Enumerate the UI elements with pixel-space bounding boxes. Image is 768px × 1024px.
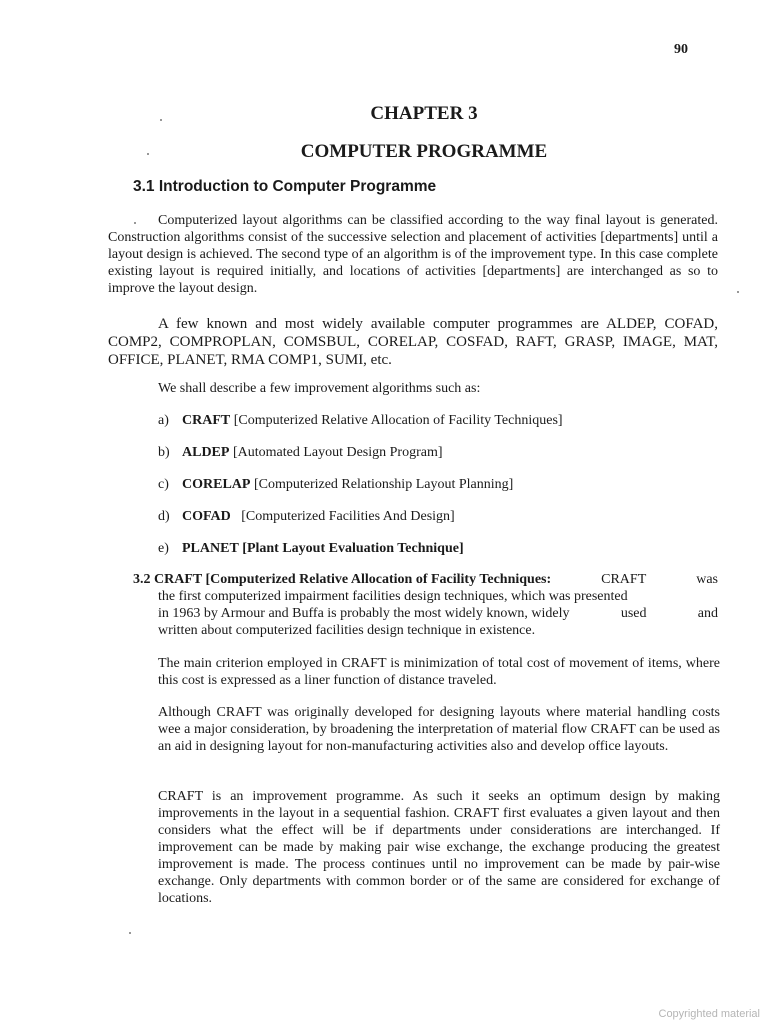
list-item xyxy=(158,413,563,429)
list-item xyxy=(158,509,455,525)
craft-intro-line-3b: used xyxy=(620,606,647,621)
list-item-letter: a) xyxy=(158,413,169,428)
list-item xyxy=(158,541,464,557)
craft-paragraph-2: Although CRAFT was originally developed for designing layouts where material handling costs wee a major consideration, by broadening the interpretation of material flow CRAFT can be used as an aid in designing layout for non-manufacturing activities also and develop office layouts. xyxy=(158,705,720,754)
scan-speck xyxy=(129,932,131,934)
intro-paragraph-3: We shall describe a few improvement algorithms such as: xyxy=(158,381,481,396)
craft-paragraph-1: The main criterion employed in CRAFT is minimization of total cost of movement of items, where this cost is expressed as a liner function of distance traveled. xyxy=(158,656,720,688)
chapter-label: CHAPTER 3 xyxy=(370,103,478,124)
list-item-name: PLANET xyxy=(182,541,239,556)
list-item-name: CORELAP xyxy=(182,477,251,492)
craft-intro-line-3a: in 1963 by Armour and Buffa is probably the most widely known, widely xyxy=(158,606,570,621)
scan-speck xyxy=(134,222,136,224)
scan-speck xyxy=(147,153,149,155)
list-item-name: CRAFT xyxy=(182,413,231,428)
section-heading-craft xyxy=(133,572,718,588)
page-number: 90 xyxy=(674,42,688,57)
list-item-name: ALDEP xyxy=(182,445,230,460)
list-item xyxy=(158,445,443,461)
chapter-title: COMPUTER PROGRAMME xyxy=(300,141,548,162)
list-item-desc: [Automated Layout Design Program] xyxy=(232,445,443,460)
intro-paragraph-1: Computerized layout algorithms can be classified according to the way final layout is generated. Construction algorithms consist of the successive selection and placement of activities [departments] until a layout design is achieved. The second type of an algorithm is of the improvement type. In this case complete existing layout is required initially, and locations of activities [departments] are interchanged as so to improve the layout design. xyxy=(108,213,718,296)
list-item-letter: c) xyxy=(158,477,169,492)
copyright-watermark: Copyrighted material xyxy=(658,1008,760,1020)
list-item-desc: [Computerized Relative Allocation of Facility Techniques] xyxy=(233,413,563,428)
list-item-letter: b) xyxy=(158,445,170,460)
list-item-name: COFAD xyxy=(182,509,231,524)
scan-speck xyxy=(160,119,162,121)
list-item-desc: [Computerized Relationship Layout Planning] xyxy=(253,477,514,492)
section-heading-craft-was: was xyxy=(696,572,718,587)
craft-paragraph-3: CRAFT is an improvement programme. As such it seeks an optimum design by making improvements in the layout in a sequential fashion. CRAFT first evaluates a given layout and then considers what the effect will be if departments under considerations are interchanged. If improvement can be made by making pair wise exchange, the exchange producing the greatest improvement is made. The process continues until no improvement can be made by pair-wise exchange. Only departments with common border or of the same are considered for exchange of locations. xyxy=(158,789,720,906)
section-heading-craft-word: CRAFT xyxy=(601,572,647,587)
list-item xyxy=(158,477,513,493)
intro-paragraph-2: A few known and most widely available computer programmes are ALDEP, COFAD, COMP2, COMPROPLAN, COMSBUL, CORELAP, COSFAD, RAFT, GRASP, IMAGE, MAT, OFFICE, PLANET, RMA COMP1, SUMI, etc. xyxy=(108,316,718,368)
list-item-desc: [Computerized Facilities And Design] xyxy=(241,509,455,524)
list-item-letter: e) xyxy=(158,541,169,556)
craft-intro-line-2: the first computerized impairment facilities design techniques, which was presented xyxy=(158,589,628,604)
scan-speck xyxy=(737,291,739,293)
list-item-letter: d) xyxy=(158,509,170,524)
list-item-desc: [Plant Layout Evaluation Technique] xyxy=(242,541,464,556)
section-heading-craft-bold: 3.2 CRAFT [Computerized Relative Allocation of Facility Techniques: xyxy=(133,572,552,587)
section-heading-intro: 3.1 Introduction to Computer Programme xyxy=(133,178,437,195)
craft-intro-line-3 xyxy=(158,606,718,622)
craft-intro-line-3c: and xyxy=(697,606,718,621)
craft-intro-line-4: written about computerized facilities design technique in existence. xyxy=(158,623,536,638)
